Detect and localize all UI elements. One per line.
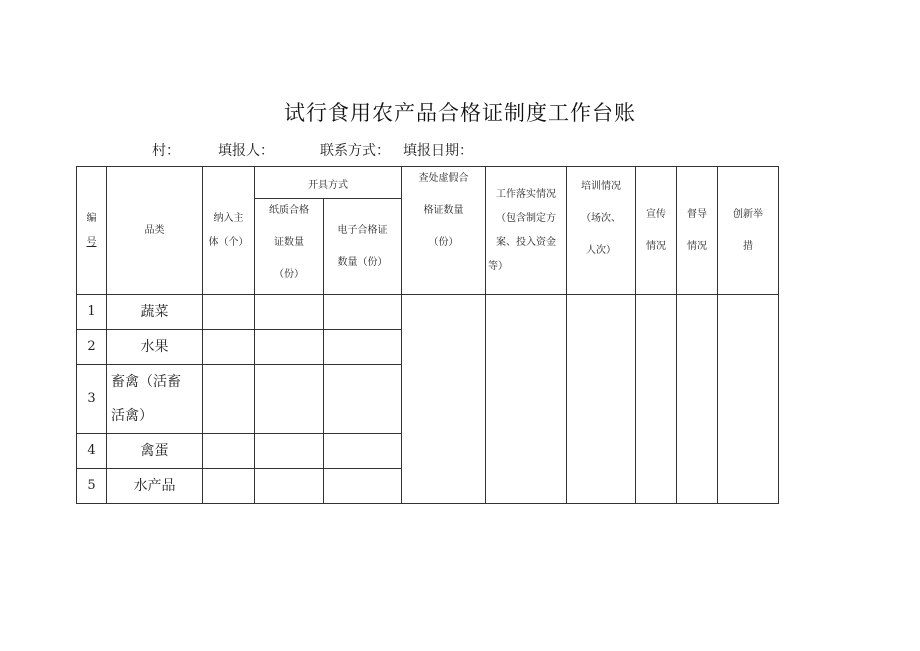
cell-electronic-certificates[interactable] [324, 295, 402, 330]
cell-included-entities[interactable] [203, 469, 255, 504]
date-label: 填报日期： [403, 143, 473, 159]
cell-training[interactable] [567, 295, 636, 504]
document-title: 试行食用农产品合格证制度工作台账 [284, 101, 636, 125]
header-number: 编 号 [77, 167, 107, 295]
cell-publicity[interactable] [636, 295, 677, 504]
row-number: 1 [77, 295, 107, 330]
cell-included-entities[interactable] [203, 365, 255, 434]
cell-paper-certificates[interactable] [255, 295, 324, 330]
cell-electronic-certificates[interactable] [324, 330, 402, 365]
header-category: 品类 [107, 167, 203, 295]
cell-paper-certificates[interactable] [255, 434, 324, 469]
cell-paper-certificates[interactable] [255, 365, 324, 434]
cell-included-entities[interactable] [203, 434, 255, 469]
row-number: 3 [77, 365, 107, 434]
header-innovation: 创新举 措 [718, 167, 779, 295]
contact-label: 联系方式： [320, 143, 390, 159]
table-row [77, 295, 779, 330]
cell-electronic-certificates[interactable] [324, 469, 402, 504]
row-category: 蔬菜 [107, 295, 203, 330]
row-category: 禽蛋 [107, 434, 203, 469]
header-issue-method: 开具方式 [255, 167, 402, 199]
row-number: 2 [77, 330, 107, 365]
row-category: 畜禽（活畜 活禽） [107, 365, 203, 434]
cell-paper-certificates[interactable] [255, 330, 324, 365]
header-publicity: 宣传 情况 [636, 167, 677, 295]
cell-innovation[interactable] [718, 295, 779, 504]
cell-electronic-certificates[interactable] [324, 365, 402, 434]
header-supervision: 督导 情况 [677, 167, 718, 295]
cell-electronic-certificates[interactable] [324, 434, 402, 469]
header-work-implementation: 工作落实情况 （包含制定方 案、投入资金 等） [486, 167, 567, 295]
header-training: 培训情况 （场次、 人次） [567, 167, 636, 295]
row-category: 水产品 [107, 469, 203, 504]
row-number: 4 [77, 434, 107, 469]
header-paper-certificates: 纸质合格 证数量 （份） [255, 199, 324, 295]
ledger-table [76, 166, 779, 504]
row-number: 5 [77, 469, 107, 504]
header-included-entities: 纳入主 体（个） [203, 167, 255, 295]
header-electronic-certificates: 电子合格证 数量（份） [324, 199, 402, 295]
row-category: 水果 [107, 330, 203, 365]
cell-paper-certificates[interactable] [255, 469, 324, 504]
cell-included-entities[interactable] [203, 295, 255, 330]
cell-supervision[interactable] [677, 295, 718, 504]
cell-fake-certificates[interactable] [402, 295, 486, 504]
header-fake-certificates: 查处虚假合 格证数量 （份） [402, 167, 486, 295]
filler-label: 填报人： [218, 143, 274, 159]
cell-work-implementation[interactable] [486, 295, 567, 504]
village-label: 村： [152, 143, 180, 159]
cell-included-entities[interactable] [203, 330, 255, 365]
